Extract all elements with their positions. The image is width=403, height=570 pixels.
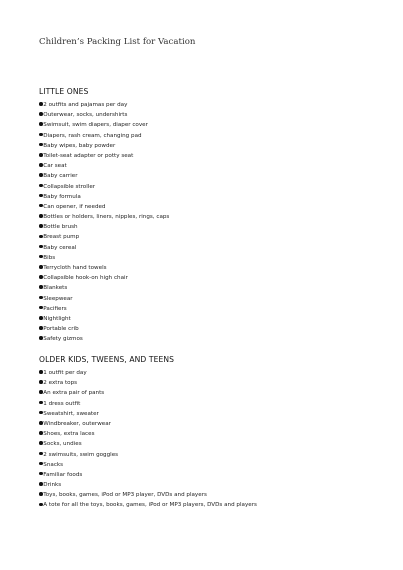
list-item bbox=[39, 450, 257, 460]
list-item-text: Portable crib bbox=[43, 326, 79, 333]
list-item bbox=[39, 429, 257, 439]
list-item bbox=[39, 314, 169, 324]
list-item-text: Sleepwear bbox=[43, 295, 73, 302]
list-item bbox=[39, 131, 169, 141]
list-item-text: Familiar foods bbox=[43, 471, 83, 478]
list-item-text: Safety gizmos bbox=[43, 336, 83, 343]
bullet-icon bbox=[39, 462, 43, 466]
list-item-text: Collapsible stroller bbox=[43, 183, 96, 190]
list-item-text: 1 outfit per day bbox=[43, 370, 87, 376]
bullet-icon bbox=[39, 411, 43, 415]
list-item bbox=[39, 480, 257, 490]
bullet-icon bbox=[39, 421, 43, 425]
list-item bbox=[39, 500, 257, 510]
bullet-icon bbox=[39, 492, 43, 496]
bullet-icon bbox=[39, 452, 43, 456]
list-item bbox=[39, 192, 169, 202]
bullet-icon bbox=[39, 214, 43, 218]
list-item-text: Can opener, if needed bbox=[43, 203, 106, 210]
list-item bbox=[39, 399, 257, 409]
bullet-icon bbox=[39, 472, 43, 476]
list-item-text: Car seat bbox=[43, 163, 67, 170]
list-item bbox=[39, 222, 169, 232]
bullet-icon bbox=[39, 306, 43, 310]
list-item-text: Sweatshirt, sweater bbox=[43, 410, 99, 417]
bullet-icon bbox=[39, 431, 43, 435]
bullet-icon bbox=[39, 153, 43, 157]
list-item-text: Drinks bbox=[43, 482, 62, 489]
list-item bbox=[39, 273, 169, 283]
list-item bbox=[39, 294, 169, 304]
list-item-text: Swimsuit, swim diapers, diaper cover bbox=[43, 122, 148, 129]
list-item bbox=[39, 334, 169, 344]
list-item bbox=[39, 161, 169, 171]
list-item bbox=[39, 388, 257, 398]
list-item-text: A tote for all the toys, books, games, iPod or MP3 players, DVDs and players bbox=[43, 502, 257, 509]
bullet-icon bbox=[39, 184, 43, 188]
list-item-text: Baby carrier bbox=[43, 173, 78, 180]
list-item bbox=[39, 283, 169, 293]
bullet-icon bbox=[39, 245, 43, 249]
list-item bbox=[39, 232, 169, 242]
list-item-text: Blankets bbox=[43, 285, 68, 292]
list-item bbox=[39, 409, 257, 419]
bullet-icon bbox=[39, 503, 43, 507]
bullet-icon bbox=[39, 336, 43, 340]
list-item bbox=[39, 304, 169, 314]
list-item-text: 1 dress outfit bbox=[43, 400, 81, 407]
list-item bbox=[39, 202, 169, 212]
bullet-icon bbox=[39, 390, 43, 394]
bullet-icon bbox=[39, 285, 43, 289]
bullet-icon bbox=[39, 112, 43, 116]
bullet-icon bbox=[39, 441, 43, 445]
bullet-icon bbox=[39, 143, 43, 147]
list-item-text: Bottle brush bbox=[43, 224, 78, 231]
list-item-text: Baby wipes, baby powder bbox=[43, 142, 116, 149]
list-item-text: Baby formula bbox=[43, 193, 81, 200]
list-item-text: Snacks bbox=[43, 461, 64, 468]
list-item-text: Toilet-seat adapter or potty seat bbox=[43, 152, 134, 159]
list-item-text: Nightlight bbox=[43, 315, 71, 322]
list-item-text: Outerwear, socks, undershirts bbox=[43, 112, 128, 119]
bullet-icon bbox=[39, 296, 43, 300]
list-item bbox=[39, 470, 257, 480]
bullet-icon bbox=[39, 326, 43, 330]
bullet-icon bbox=[39, 255, 43, 259]
list-item-text: Socks, undies bbox=[43, 441, 82, 448]
list-item bbox=[39, 490, 257, 500]
list-item-text: Breast pump bbox=[43, 234, 80, 241]
list-item bbox=[39, 141, 169, 151]
list-item-text: Bottles or holders, liners, nipples, rings, caps bbox=[43, 214, 170, 221]
bullet-icon bbox=[39, 380, 43, 384]
list-item bbox=[39, 368, 257, 378]
list-item bbox=[39, 253, 169, 263]
list-item bbox=[39, 110, 169, 120]
list-item bbox=[39, 243, 169, 253]
document-title: Children’s Packing List for Vacation bbox=[39, 37, 196, 47]
bullet-icon bbox=[39, 482, 43, 486]
bullet-icon bbox=[39, 265, 43, 269]
list-item bbox=[39, 378, 257, 388]
list-item-text: 2 outfits and pajamas per day bbox=[43, 102, 128, 108]
list-item bbox=[39, 324, 169, 334]
list-item bbox=[39, 419, 257, 429]
list-item bbox=[39, 120, 169, 130]
list-item-text: Diapers, rash cream, changing pad bbox=[43, 132, 142, 139]
bullet-icon bbox=[39, 173, 43, 177]
list-item bbox=[39, 151, 169, 161]
list-item bbox=[39, 439, 257, 449]
list-item bbox=[39, 100, 169, 110]
section-heading-older-kids: OLDER KIDS, TWEENS, AND TEENS bbox=[39, 355, 175, 364]
list-item-text: Windbreaker, outerwear bbox=[43, 420, 111, 427]
bullet-icon bbox=[39, 224, 43, 228]
bullet-icon bbox=[39, 235, 43, 239]
bullet-icon bbox=[39, 370, 43, 374]
bullet-icon bbox=[39, 163, 43, 167]
bullet-icon bbox=[39, 401, 43, 405]
list-item-text: Collapsible hook-on high chair bbox=[43, 275, 128, 282]
list-item-text: 2 extra tops bbox=[43, 380, 78, 387]
list-item-text: Terrycloth hand towels bbox=[43, 265, 107, 271]
little-ones-list bbox=[39, 100, 169, 345]
list-item bbox=[39, 171, 169, 181]
bullet-icon bbox=[39, 122, 43, 126]
list-item bbox=[39, 182, 169, 192]
list-item-text: Toys, books, games, iPod or MP3 player, DVDs and players bbox=[43, 492, 207, 499]
list-item-text: An extra pair of pants bbox=[43, 390, 105, 397]
list-item-text: 2 swimsuits, swim goggles bbox=[43, 451, 119, 458]
list-item-text: Pacifiers bbox=[43, 305, 67, 312]
bullet-icon bbox=[39, 194, 43, 198]
list-item bbox=[39, 263, 169, 273]
list-item-text: Bibs bbox=[43, 254, 56, 261]
bullet-icon bbox=[39, 102, 43, 106]
bullet-icon bbox=[39, 275, 43, 279]
list-item bbox=[39, 460, 257, 470]
bullet-icon bbox=[39, 316, 43, 320]
older-kids-list bbox=[39, 368, 257, 511]
list-item bbox=[39, 212, 169, 222]
section-heading-little-ones: LITTLE ONES bbox=[39, 87, 89, 96]
bullet-icon bbox=[39, 133, 43, 137]
list-item-text: Baby cereal bbox=[43, 244, 77, 251]
bullet-icon bbox=[39, 204, 43, 208]
list-item-text: Shoes, extra laces bbox=[43, 431, 95, 438]
